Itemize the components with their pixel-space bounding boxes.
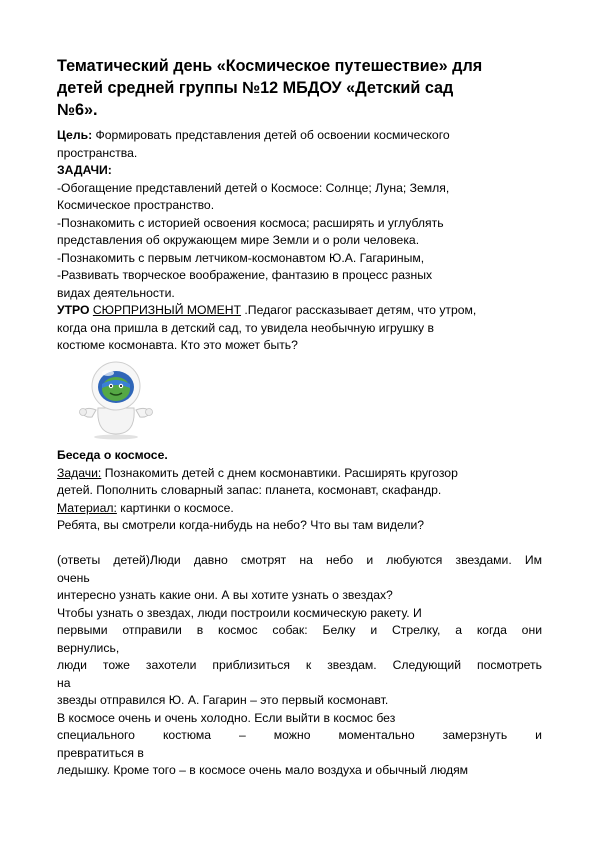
story-section [57,552,542,780]
surprise-moment-label: СЮРПРИЗНЫЙ МОМЕНТ [92,303,242,317]
morning-line-1 [57,302,542,320]
story-line: Чтобы узнать о звездах, люди построили космическую ракету. И [57,605,422,620]
title-line-1: Тематический день «Космическое путешествие» для [57,57,483,75]
story-line: превратиться в [57,745,144,760]
task-line: видах деятельности. [57,285,175,300]
page-title [57,55,542,121]
goal-text-1: Формировать представления детей об освоении космического [92,128,450,142]
talk-tasks-line [57,465,542,483]
story-line: специального костюма – можно моментально замерзнуть и [57,728,542,742]
task-line: -Обогащение представлений детей о Космосе: Солнце; Луна; Земля, [57,180,450,195]
task-line: Космическое пространство. [57,198,215,212]
goal-text-2: пространства. [57,145,138,160]
morning-text-2: когда она пришла в детский сад, то увидела необычную игрушку в [57,320,434,335]
material-label: Материал: [57,500,117,515]
morning-text-3: костюме космонавта. Кто это может быть? [57,338,298,352]
morning-section [57,302,542,355]
story-line: звезды отправился Ю. А. Гагарин – это первый космонавт. [57,693,389,707]
talk-tasks-text: Познакомить детей с днем космонавтики. Расширять кругозор [101,465,458,480]
morning-text-1: .Педагог рассказывает детям, что утром, [241,303,477,317]
task-line: -Познакомить с первым летчиком-космонавтом Ю.А. Гагариным, [57,250,425,265]
story-line: очень [57,570,90,585]
title-line-2: детей средней группы №12 МБДОУ «Детский сад [57,79,454,97]
story-line: люди тоже захотели приблизиться к звездам. Следующий посмотреть [57,658,542,672]
story-line: на [57,675,71,690]
material-line [57,500,542,518]
story-line: (ответы детей)Люди давно смотрят на небо и любуются звездами. Им [57,553,542,567]
tasks-section [57,162,542,302]
title-line-3: №6». [57,101,98,119]
morning-label: УТРО [57,303,90,317]
goal-label: Цель: [57,128,93,142]
goal-section [57,127,542,162]
talk-question: Ребята, вы смотрели когда-нибудь на небо? Что вы там видели? [57,518,425,532]
tasks-heading: ЗАДАЧИ: [57,163,112,177]
talk-section [57,447,542,535]
task-line: представления об окружающем мире Земли и о роли человека. [57,233,420,247]
story-line: ледышку. Кроме того – в космосе очень мало воздуха и обычный людям [57,763,469,777]
talk-heading: Беседа о космосе. [57,448,168,462]
material-text: картинки о космосе. [116,500,234,515]
story-line: интересно узнать какие они. А вы хотите узнать о звездах? [57,588,393,602]
talk-tasks-text-2: детей. Пополнить словарный запас: планета, космонавт, скафандр. [57,483,442,497]
story-line: первыми отправили в космос собак: Белку и Стрелку, а когда они [57,623,542,637]
talk-tasks-label: Задачи: [57,465,102,480]
goal-line [57,127,542,145]
story-line: В космосе очень и очень холодно. Если выйти в космос без [57,710,396,725]
story-line: вернулись, [57,640,120,655]
task-line: -Развивать творческое воображение, фантазию в процесс разных [57,268,433,282]
task-line: -Познакомить с историей освоения космоса; расширять и углублять [57,215,444,230]
astronaut-toy-image [78,360,154,440]
